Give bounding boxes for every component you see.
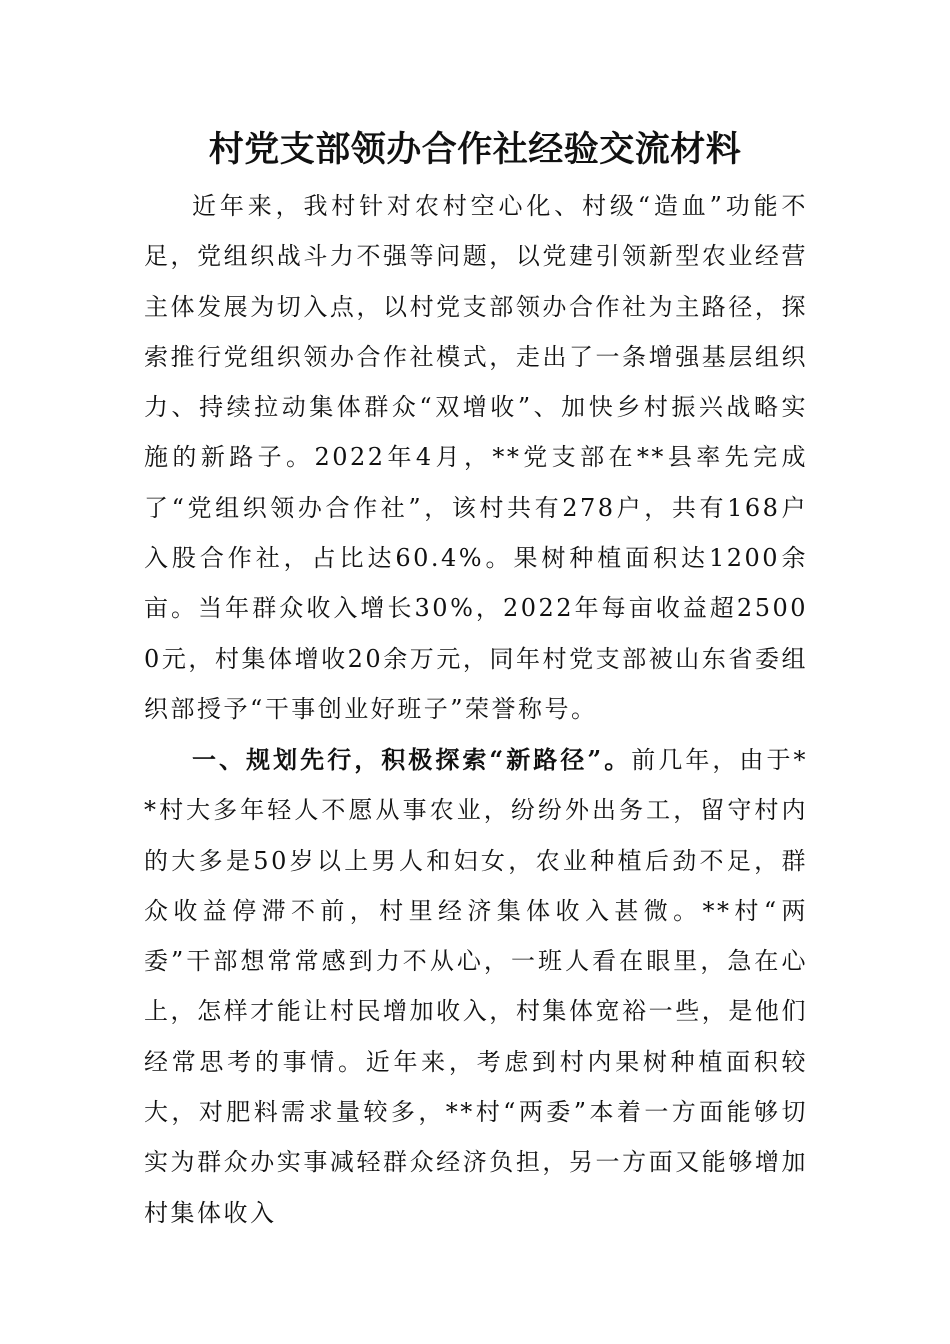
intro-paragraph: 近年来，我村针对农村空心化、村级“造血”功能不足，党组织战斗力不强等问题，以党建引领新型农业经营主体发展为切入点，以村党支部领办合作社为主路径，探索推行党组织领办合作社模式，走出了一条增强基层组织力、持续拉动集体群众“双增收”、加快乡村振兴战略实施的新路子。2022年4月，**党支部在**县率先完成了“党组织领办合作社”，该村共有278户，共有168户入股合作社，占比达60.4%。果树种植面积达1200余亩。当年群众收入增长30%，2022年每亩收益超25000元，村集体增收20余万元，同年村党支部被山东省委组织部授予“干事创业好班子”荣誉称号。 xyxy=(144,192,808,723)
section-1-heading: 一、规划先行，积极探索“新路径”。 xyxy=(192,745,632,774)
document-title: 村党支部领办合作社经验交流材料 xyxy=(208,129,742,170)
section-1-body: 前几年，由于**村大多年轻人不愿从事农业，纷纷外出务工，留守村内的大多是50岁以上男人和妇女，农业种植后劲不足，群众收益停滞不前，村里经济集体收入甚微。**村“两委”干部想常常感到力不从心，一班人看在眼里，急在心上，怎样才能让村民增加收入，村集体宽裕一些，是他们经常思考的事情。近年来，考虑到村内果树种植面积较大，对肥料需求量较多，**村“两委”本着一方面能够切实为群众办实事减轻群众经济负担，另一方面又能够增加村集体收入 xyxy=(144,746,809,1227)
section-1-paragraph xyxy=(144,735,808,1238)
